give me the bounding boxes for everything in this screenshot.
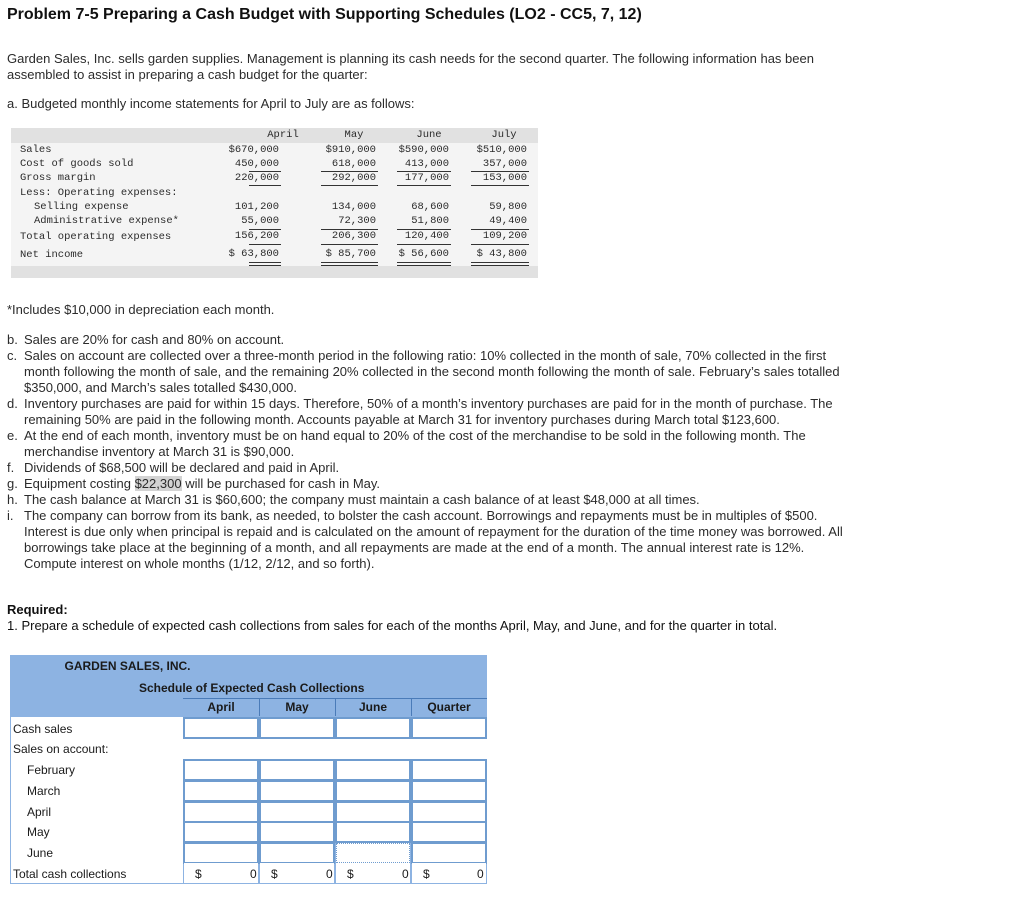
cell: 177,000: [404, 172, 449, 184]
april-june-input[interactable]: [336, 802, 410, 822]
cell: $910,000: [325, 144, 376, 156]
row-label-march: March: [27, 784, 61, 798]
total-june-value: 0: [402, 867, 409, 881]
total-may-currency: $: [271, 867, 278, 881]
cell: 220,000: [234, 172, 279, 184]
column-header-quarter: Quarter: [427, 700, 471, 714]
list-item: d. Inventory purchases are paid for within 15 days. Therefore, 50% of a month’s inventory purchases are paid for in the month of purchase. The remaining 50% are paid in the following month. Accounts payable at March 31 for inventory purchases during March total $123,600.: [7, 396, 833, 427]
row-label-february: February: [27, 763, 76, 777]
april-april-input[interactable]: [184, 802, 258, 822]
list-item: h. The cash balance at March 31 is $60,600; the company must maintain a cash balance of at least $48,000 at all times.: [7, 492, 700, 507]
total-april-currency: $: [195, 867, 202, 881]
cell: 292,000: [331, 172, 376, 184]
problem-title: Problem 7-5 Preparing a Cash Budget with Supporting Schedules (LO2 - CC5, 7, 12): [7, 6, 642, 23]
february-june-input[interactable]: [336, 760, 410, 780]
cell: $670,000: [228, 144, 279, 156]
list-item: f. Dividends of $68,500 will be declared and paid in April.: [7, 460, 340, 475]
month-header-april: April: [267, 129, 299, 141]
june-quarter-input[interactable]: [412, 843, 486, 863]
column-header-april: April: [207, 700, 235, 714]
row-label-total-operating-expenses: Total operating expenses: [20, 231, 172, 243]
cell: 156,200: [234, 230, 279, 242]
cash-sales-quarter-input[interactable]: [412, 718, 486, 738]
row-label-cogs: Cost of goods sold: [20, 158, 134, 170]
row-label-may: May: [27, 825, 50, 839]
march-may-input[interactable]: [260, 781, 334, 801]
depreciation-footnote: *Includes $10,000 in depreciation each month.: [7, 302, 275, 317]
cell: 55,000: [241, 215, 279, 227]
february-april-input[interactable]: [184, 760, 258, 780]
may-june-input[interactable]: [336, 822, 410, 842]
cell: $ 43,800: [476, 248, 527, 260]
cash-sales-april-input[interactable]: [184, 718, 258, 738]
february-may-input[interactable]: [260, 760, 334, 780]
total-may-value: 0: [326, 867, 333, 881]
row-label-sales: Sales: [20, 144, 52, 156]
income-statement-footer-bar: [11, 266, 538, 278]
cell: 618,000: [331, 158, 376, 170]
cell: 153,000: [482, 172, 527, 184]
list-item: i. The company can borrow from its bank, as needed, to bolster the cash account. Borrowings and repayments must be in multiples of $500. Interest is due only when principal is repaid and is calculated on the amount of repayment for the duration of the time money was borrowed. All borrowings take place at the beginning of a month, and all repayments are made at the end of a month. The annual interest rate is 12%. Compute interest on whole months (1/12, 2/12, and so forth).: [7, 508, 843, 571]
cell: 357,000: [482, 158, 527, 170]
list-item: c. Sales on account are collected over a three-month period in the following ratio: 10% collected in the month of sale, 70% collected in the first month following the month of sale, and the remaining 20% collected in the second month following the month of sale. February’s sales totalled $350,000, and March’s sales totalled $430,000.: [7, 348, 840, 395]
cell: 49,400: [489, 215, 527, 227]
total-june-currency: $: [347, 867, 354, 881]
cell: 51,800: [411, 215, 449, 227]
cell: 101,200: [234, 201, 279, 213]
cell: 134,000: [331, 201, 376, 213]
cash-collections-schedule: [10, 655, 487, 884]
required-heading: Required:: [7, 602, 68, 617]
income-statement-table: [11, 128, 538, 278]
total-quarter-value: 0: [477, 867, 484, 881]
cell: 68,600: [411, 201, 449, 213]
row-label-total-cash-collections: Total cash collections: [13, 867, 127, 881]
cell: $510,000: [476, 144, 527, 156]
cell: 450,000: [234, 158, 279, 170]
cell: 72,300: [338, 215, 376, 227]
total-quarter-currency: $: [423, 867, 430, 881]
cash-sales-may-input[interactable]: [260, 718, 334, 738]
cell: 120,400: [404, 230, 449, 242]
month-header-may: May: [344, 129, 364, 141]
company-name: GARDEN SALES, INC.: [64, 659, 191, 673]
may-quarter-input[interactable]: [412, 822, 486, 842]
cash-sales-june-input[interactable]: [336, 718, 410, 738]
row-label-selling-expense: Selling expense: [34, 201, 129, 213]
february-quarter-input[interactable]: [412, 760, 486, 780]
cell: 413,000: [404, 158, 449, 170]
cell: $ 63,800: [228, 248, 279, 260]
april-may-input[interactable]: [260, 802, 334, 822]
may-april-input[interactable]: [184, 822, 258, 842]
cell: $ 56,600: [398, 248, 449, 260]
month-header-june: June: [416, 129, 442, 141]
row-label-gross-margin: Gross margin: [20, 172, 96, 184]
list-item: e. At the end of each month, inventory must be on hand equal to 20% of the cost of the merchandise to be sold in the following month. The merchandise inventory at March 31 is $90,000.: [7, 428, 806, 459]
intro-paragraph: Garden Sales, Inc. sells garden supplies. Management is planning its cash needs for the second quarter. The following information has been assembled to assist in preparing a cash budget for the quarter:: [7, 51, 814, 82]
cell: $590,000: [398, 144, 449, 156]
may-may-input[interactable]: [260, 822, 334, 842]
june-june-input[interactable]: [336, 843, 410, 863]
june-may-input[interactable]: [260, 843, 334, 863]
column-header-june: June: [358, 700, 387, 714]
march-april-input[interactable]: [184, 781, 258, 801]
april-quarter-input[interactable]: [412, 802, 486, 822]
row-label-net-income: Net income: [20, 249, 84, 261]
cell: 59,800: [489, 201, 527, 213]
june-april-input[interactable]: [184, 843, 258, 863]
schedule-title: Schedule of Expected Cash Collections: [139, 681, 365, 695]
row-label-administrative-expense: Administrative expense*: [34, 215, 179, 227]
month-header-july: July: [491, 129, 517, 141]
row-label-operating-expenses: Less: Operating expenses:: [20, 187, 178, 199]
row-label-cash-sales: Cash sales: [13, 722, 73, 736]
cell: 206,300: [331, 230, 376, 242]
required-question: 1. Prepare a schedule of expected cash collections from sales for each of the months April, May, and June, and for the quarter in total.: [7, 618, 778, 633]
list-item: g. Equipment costing $22,300 will be purchased for cash in May.: [7, 476, 381, 491]
cell: 109,200: [482, 230, 527, 242]
assumptions-list: [7, 332, 857, 572]
highlighted-amount: $22,300: [134, 476, 182, 491]
list-item: b. Sales are 20% for cash and 80% on account.: [7, 332, 285, 347]
total-april-value: 0: [250, 867, 257, 881]
row-label-june: June: [27, 846, 54, 860]
cell: $ 85,700: [325, 248, 376, 260]
row-label-april: April: [27, 805, 52, 819]
column-header-may: May: [285, 700, 309, 714]
part-a-text: a. Budgeted monthly income statements for April to July are as follows:: [7, 96, 415, 111]
march-june-input[interactable]: [336, 781, 410, 801]
row-label-sales-on-account: Sales on account:: [13, 742, 109, 756]
march-quarter-input[interactable]: [412, 781, 486, 801]
